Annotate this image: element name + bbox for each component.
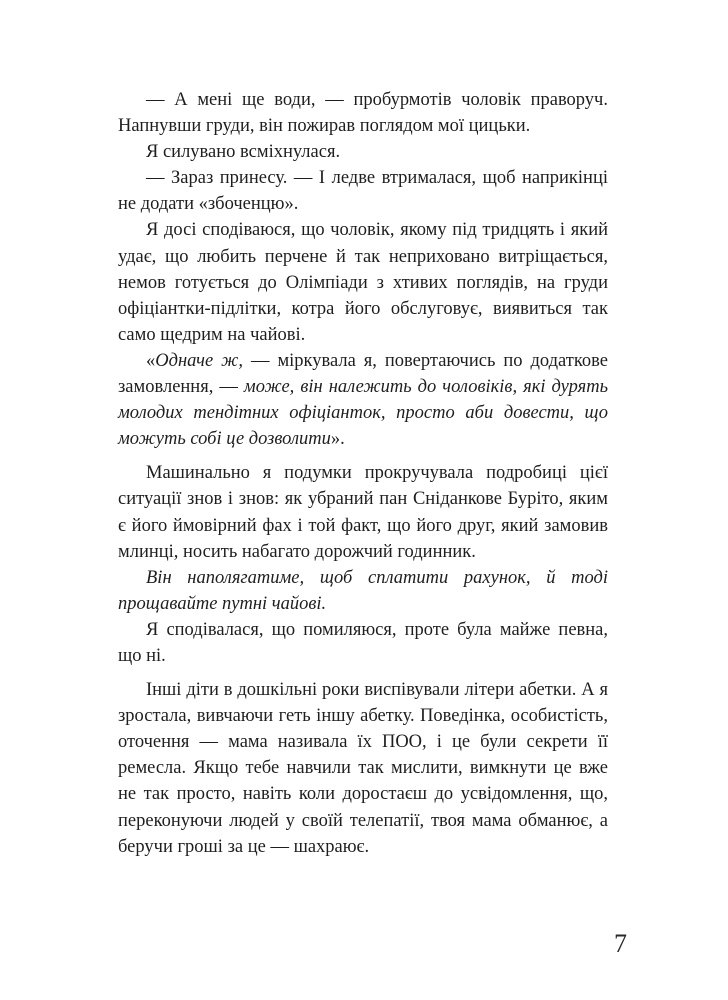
text-run: Інші діти в дошкільні роки виспівували літери абетки. А я зростала, вивчаючи геть іншу абетку. Поведінка, особистість, оточення — мама називала їх ПОО, і це були секрети її ремесла. Якщо тебе навчили так мислити, вимкнути це вже не так просто, навіть коли доростаєш до усвідомлення, що, переконуючи людей у своїй телепатії, твоя мама обманює, а беручи гроші за це — шахраює. [118, 680, 608, 857]
section-gap [118, 452, 608, 460]
text-run: Машинально я подумки прокручувала подробиці цієї ситуації знов і знов: як убраний пан Сніданкове Буріто, яким є його ймовірний фах і той факт, що його друг, який замовив млинці, носить набагато дорожчий годинник. [118, 463, 608, 562]
text-run: — міркувала я, повертаючись по додаткове замовлення, — [118, 350, 608, 398]
paragraph [118, 460, 608, 564]
text-run: — Зараз принесу. — І ледве втрималася, щоб наприкінці не додати «збоченцю». [118, 168, 608, 215]
text-run: Я досі сподіваюся, що чоловік, якому під тридцять і який удає, що любить перчене й так неприховано витріщається, немов готується до Олімпіади з хтивих поглядів, на груди офіціантки-підлітки, котра його обслуговує, виявиться так само щедрим на чайові. [118, 220, 608, 345]
italic-text: може, він належить до чоловіків, які дурять молодих тендітних офіціанток, просто аби довести, що можуть собі це дозволити [118, 377, 608, 450]
paragraph [118, 87, 608, 139]
body-text [118, 87, 608, 860]
text-run: ». [330, 429, 345, 450]
paragraph [118, 348, 608, 452]
paragraph [118, 217, 608, 347]
section-gap [118, 669, 608, 677]
text-run: « [146, 350, 156, 371]
paragraph [118, 677, 608, 860]
text-run: Я силувано всміхнулася. [146, 142, 341, 163]
italic-text: Одначе ж, [155, 350, 243, 371]
italic-text: Він наполягатиме, щоб сплатити рахунок, й тоді прощавайте путні чайові. [118, 567, 608, 614]
page-number: 7 [614, 929, 627, 958]
text-run: — А мені ще води, — пробурмотів чоловік праворуч. Напнувши груди, він пожирав поглядом мої цицьки. [118, 90, 608, 137]
paragraph [118, 165, 608, 217]
paragraph [118, 139, 608, 165]
paragraph [118, 617, 608, 669]
paragraph [118, 565, 608, 617]
text-run: Я сподівалася, що помиляюся, проте була майже певна, що ні. [118, 619, 608, 666]
